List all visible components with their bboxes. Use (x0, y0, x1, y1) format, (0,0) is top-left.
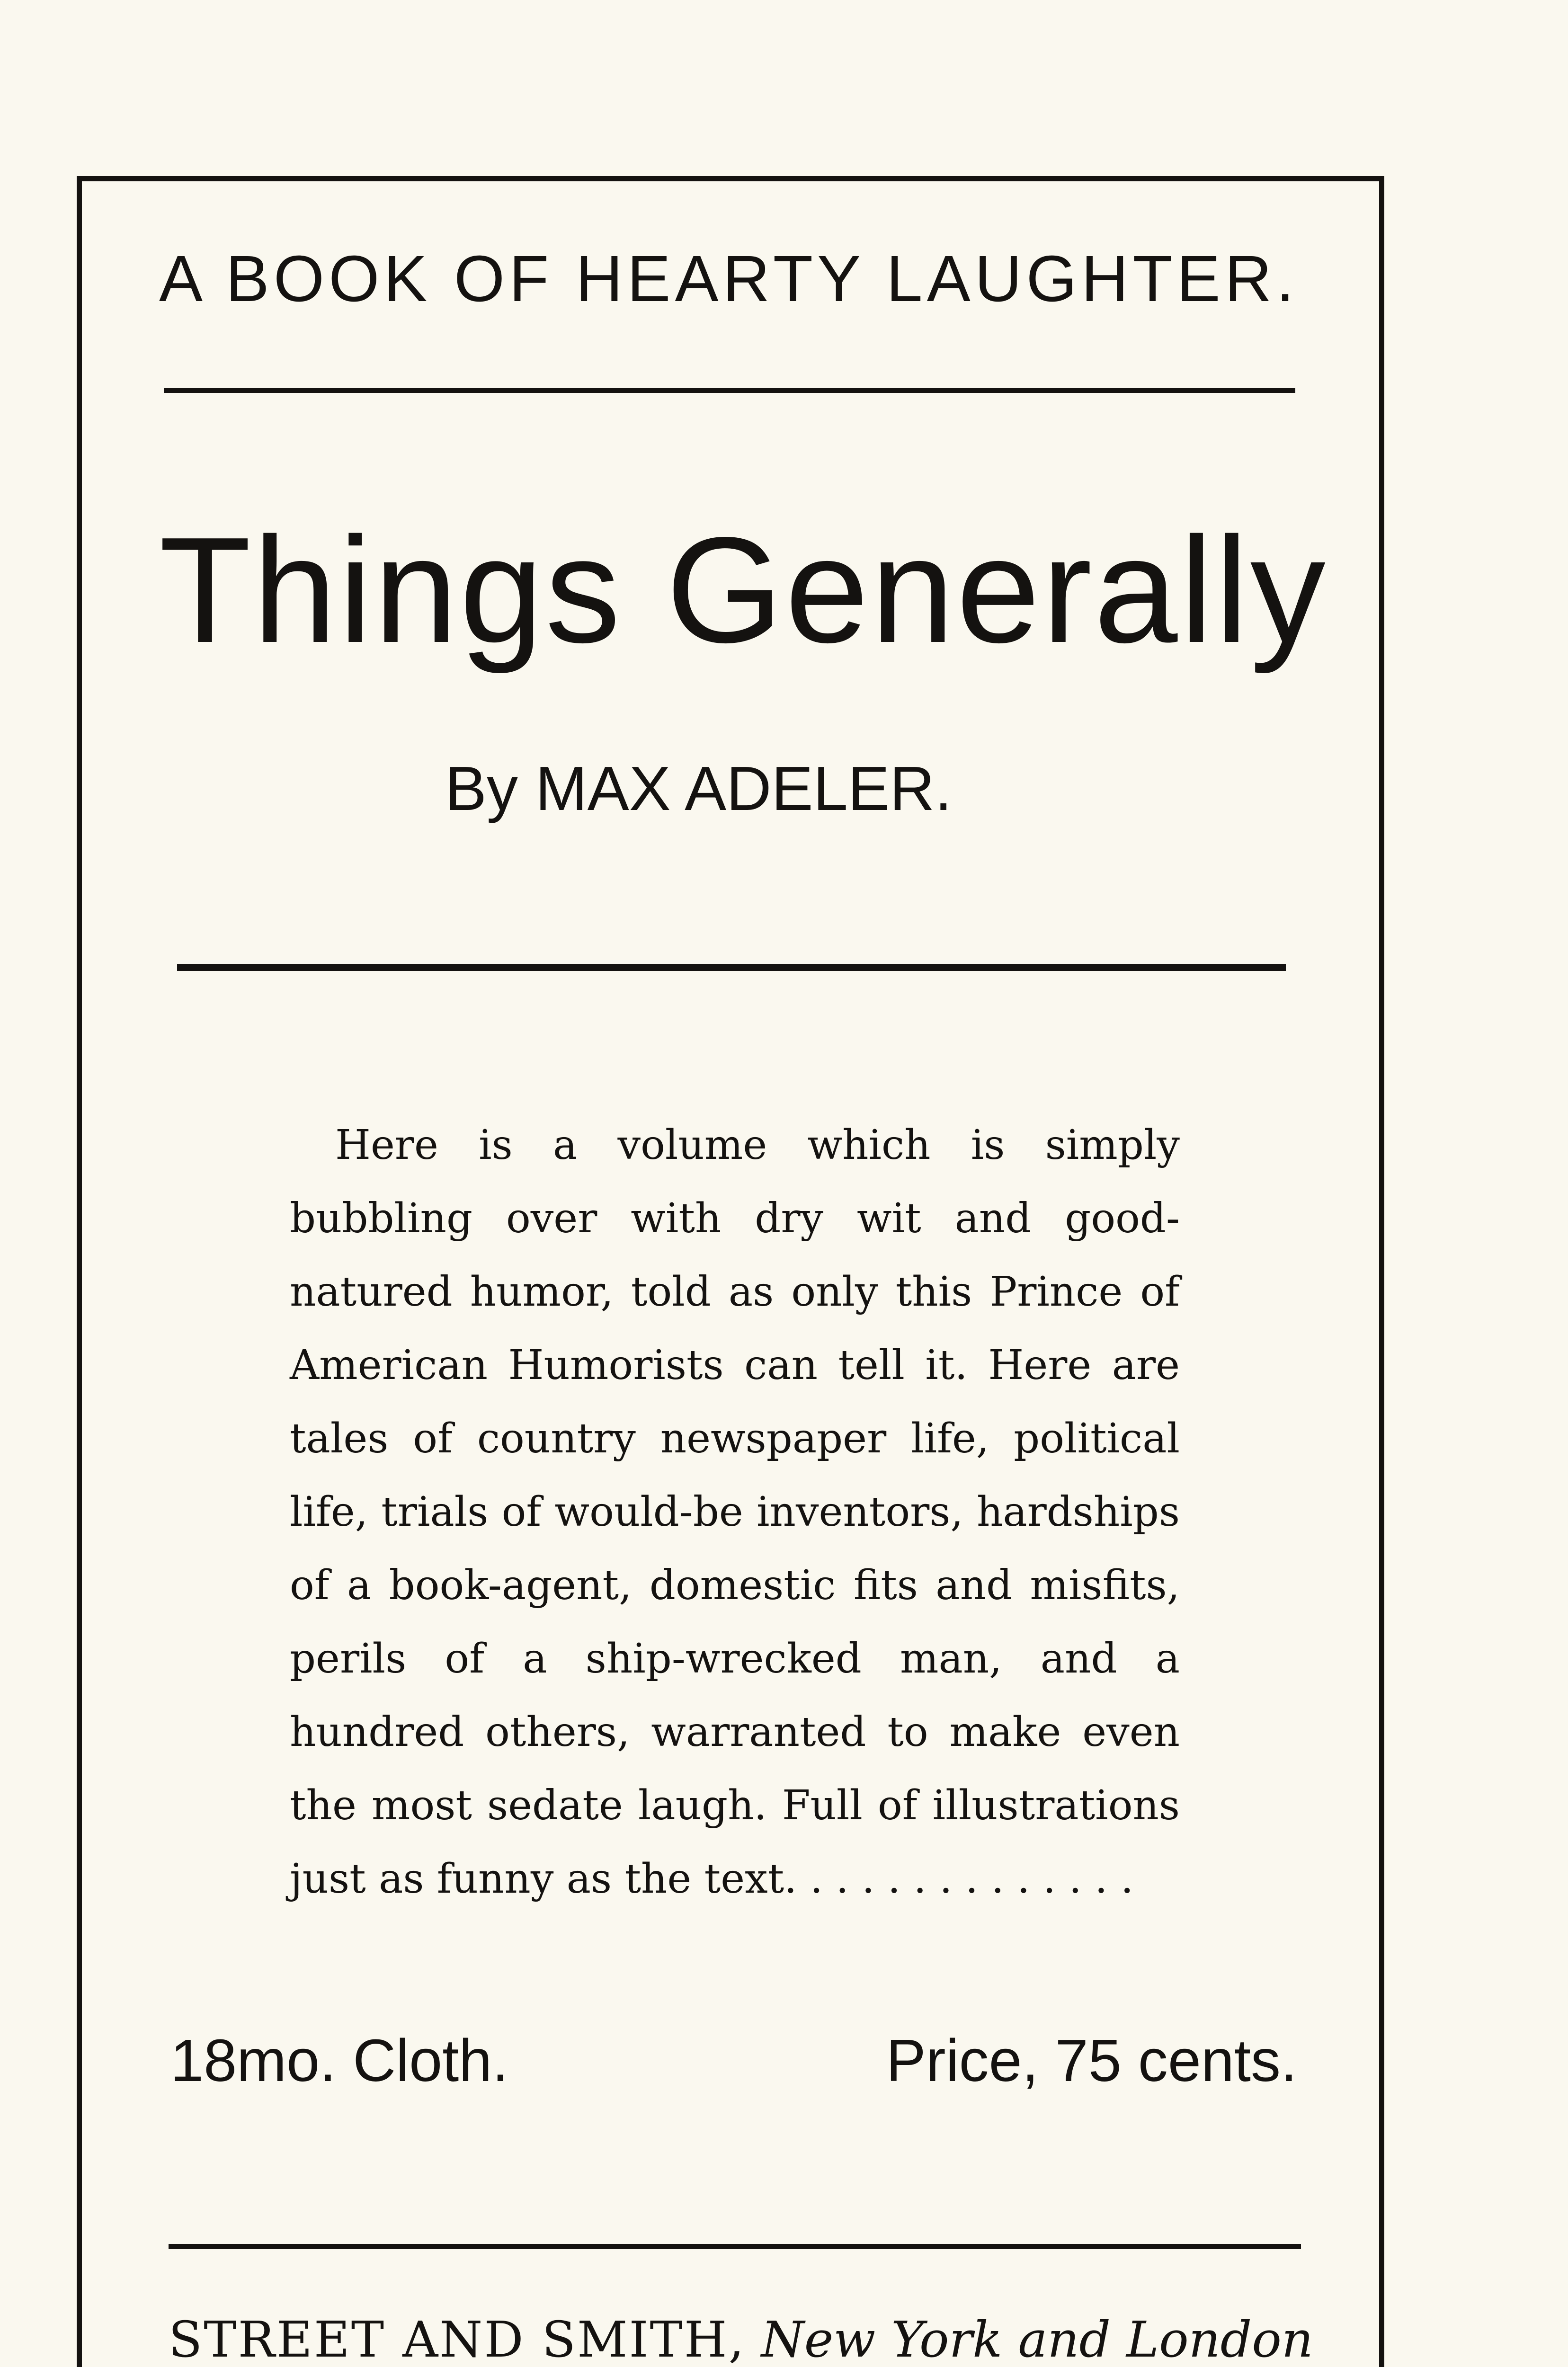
price: Price, 75 cents. (886, 2027, 1297, 2094)
tagline: A BOOK OF HEARTY LAUGHTER. (159, 242, 1299, 315)
publisher-imprint (169, 2311, 1313, 2367)
binding-format: 18mo. Cloth. (170, 2027, 509, 2094)
publisher-name: STREET AND SMITH, (169, 2311, 746, 2367)
divider-middle (177, 964, 1286, 971)
publisher-places: New York and London (761, 2311, 1313, 2367)
book-description: Here is a volume which is simply bubbling over with dry wit and good-natured humor, told as only this Prince of American Humorists can tell it. Here are tales of country newspaper life, political life, trials of would-be inventors, hardships of a book-agent, domestic fits and misfits, perils of a ship-wrecked man, and a hundred others, warranted to make even the most sedate laugh. Full of illustrations just as funny as the text. . . . . . . . . . . . . . (290, 1121, 1180, 1903)
divider-top (164, 388, 1295, 393)
book-title: Things Generally (159, 506, 1327, 674)
author-byline: By MAX ADELER. (445, 754, 953, 823)
divider-bottom (169, 2244, 1301, 2249)
